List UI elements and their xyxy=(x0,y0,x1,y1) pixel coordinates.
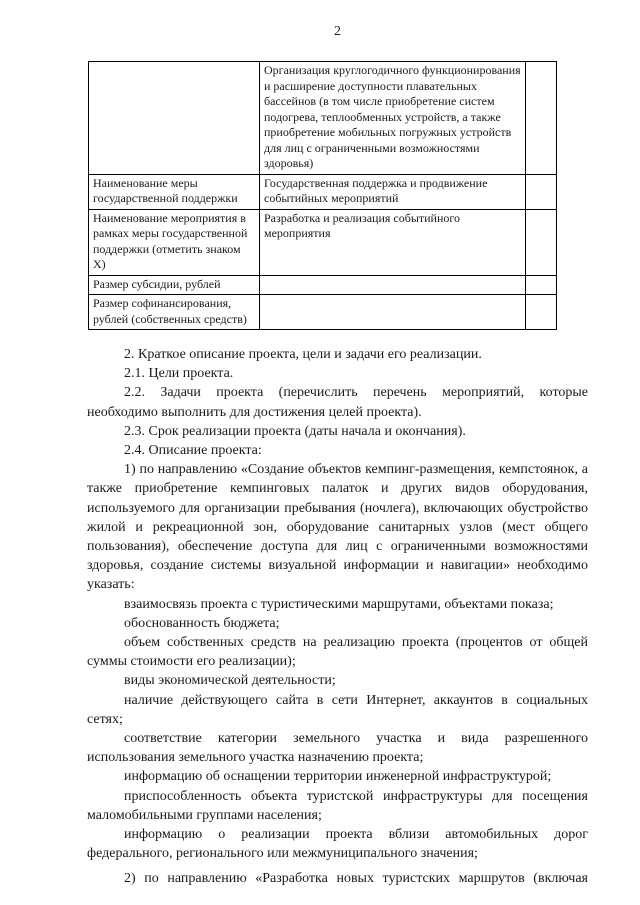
row-mark-cell xyxy=(526,174,557,209)
table-row xyxy=(89,275,557,295)
page-number: 2 xyxy=(334,24,341,39)
row-value-cell xyxy=(260,275,526,295)
paragraph: 2.2. Задачи проекта (перечислить перечень мероприятий, которые необходимо выполнить для достижения целей проекта). xyxy=(87,385,588,420)
row-value-cell xyxy=(260,295,526,330)
paragraph: 2.4. Описание проекта: xyxy=(124,443,262,459)
paragraph: приспособленность объекта туристской инфраструктуры для посещения маломобильными группами населения; xyxy=(87,788,588,823)
table-row xyxy=(89,209,557,275)
row-label-cell: Размер субсидии, рублей xyxy=(89,275,260,295)
table-row xyxy=(89,174,557,209)
row-label-cell xyxy=(89,62,260,175)
row-label-cell: Наименование меры государственной поддержки xyxy=(89,174,260,209)
row-mark-cell xyxy=(526,275,557,295)
table-row xyxy=(89,295,557,330)
paragraph: наличие действующего сайта в сети Интернет, аккаунтов в социальных сетях; xyxy=(87,692,588,727)
document-body xyxy=(87,345,588,889)
paragraph: информацию о реализации проекта вблизи автомобильных дорог федерального, регионального или межмуниципального значения; xyxy=(87,827,588,862)
row-mark-cell xyxy=(526,209,557,275)
info-table xyxy=(88,61,557,330)
paragraph: 2.1. Цели проекта. xyxy=(124,366,234,382)
table-row xyxy=(89,62,557,175)
row-value-cell: Организация круглогодичного функционирования и расширение доступности плавательных бассейнов (в том числе приобретение систем подогрева, теплообменных устройств, а также приобретение мобильных погружных устройств для лиц с ограниченными возможностями здоровья) xyxy=(260,62,526,175)
paragraph: 1) по направлению «Создание объектов кемпинг-размещения, кемпстоянок, а также приобретение кемпинговых палаток и других видов оборудования, используемого для организации пребывания (ночлега), включающих обустройство жилой и рекреационной зон, оборудование санитарных узлов (мест общего пользования), обеспечение доступа для лиц с ограниченными возможностями здоровья, создание системы визуальной информации и навигации» необходимо указать: xyxy=(87,462,588,593)
paragraph: взаимосвязь проекта с туристическими маршрутами, объектами показа; xyxy=(124,596,554,612)
paragraph: соответствие категории земельного участка и вида разрешенного использования земельного участка назначению проекта; xyxy=(87,731,588,766)
paragraph: виды экономической деятельности; xyxy=(124,673,336,689)
paragraph: объем собственных средств на реализацию проекта (процентов от общей суммы стоимости его реализации); xyxy=(87,635,588,670)
row-label-cell: Наименование мероприятия в рамках меры государственной поддержки (отметить знаком X) xyxy=(89,209,260,275)
paragraph: 2) по направлению «Разработка новых туристских маршрутов (включая xyxy=(124,871,588,887)
paragraph: обоснованность бюджета; xyxy=(124,615,280,631)
paragraph: 2. Краткое описание проекта, цели и задачи его реализации. xyxy=(124,347,482,362)
row-mark-cell xyxy=(526,295,557,330)
paragraph: информацию об оснащении территории инженерной инфраструктурой; xyxy=(124,769,552,785)
row-value-cell: Государственная поддержка и продвижение событийных мероприятий xyxy=(260,174,526,209)
row-label-cell: Размер софинансирования, рублей (собственных средств) xyxy=(89,295,260,330)
row-value-cell: Разработка и реализация событийного мероприятия xyxy=(260,209,526,275)
row-mark-cell xyxy=(526,62,557,175)
paragraph: 2.3. Срок реализации проекта (даты начала и окончания). xyxy=(124,423,466,439)
